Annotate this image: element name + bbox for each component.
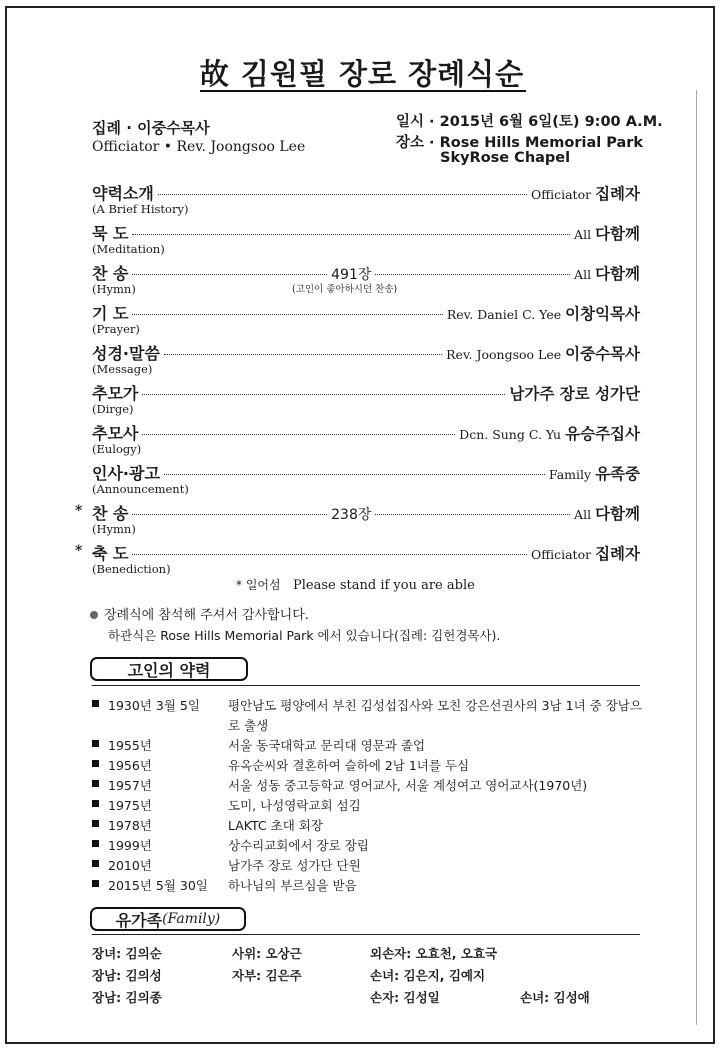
- performer-korean: 다함께: [595, 265, 640, 283]
- bio-date: 1955년: [108, 738, 152, 753]
- bio-date: 1999년: [108, 838, 152, 853]
- page-title: 故 김원필 장로 장례식순: [199, 57, 525, 91]
- program-item-benediction: [75, 541, 640, 581]
- program-item-eulogy: [92, 421, 640, 461]
- program-item-hymn-238: [75, 501, 640, 541]
- program-name: 찬 송: [92, 264, 129, 283]
- stand-asterisk: *: [75, 543, 83, 559]
- bullet-square-icon: [92, 700, 99, 707]
- bio-date: 2010년: [108, 858, 152, 873]
- bio-date: 1975년: [108, 798, 152, 813]
- program-item-prayer: [92, 301, 640, 341]
- burial-note: 하관식은 Rose Hills Memorial Park 에서 있습니다(집례: 김헌경목사).: [108, 628, 501, 643]
- program-item-dirge: [92, 381, 640, 421]
- performer-korean: 집례자: [595, 185, 640, 203]
- family-member: 손녀: 김성애: [520, 990, 590, 1005]
- program-item-history: [92, 181, 640, 221]
- program-name: 기 도: [92, 304, 129, 323]
- bio-event: LAKTC 초대 회장: [228, 818, 323, 833]
- leader-dots: [142, 394, 505, 395]
- bullet-square-icon: [92, 740, 99, 747]
- bio-heading: [90, 657, 248, 681]
- hymn-note: (고인이 좋아하시던 찬송): [292, 284, 398, 295]
- service-date: 일시 · 2015년 6월 6일(토) 9:00 A.M.: [396, 114, 663, 130]
- program-name-english: (Benediction): [92, 562, 171, 576]
- performer-korean: 유족중: [595, 465, 640, 483]
- performer-english: All: [574, 267, 592, 282]
- officiant-korean: 집례 · 이중수목사: [92, 119, 210, 137]
- thanks-line: [90, 604, 309, 623]
- program-name-english: (Message): [92, 362, 153, 376]
- program-name: 성경·말씀: [92, 344, 160, 363]
- bullet-square-icon: [92, 860, 99, 867]
- family-member: 장남: 김의종: [92, 990, 162, 1005]
- program-item-hymn-491: [92, 261, 640, 301]
- performer-english: Rev. Joongsoo Lee: [446, 347, 562, 362]
- leader-dots: [132, 314, 442, 315]
- bio-event: 서울 동국대학교 문리대 영문과 졸업: [228, 738, 426, 753]
- performer-korean: 이중수목사: [565, 345, 640, 363]
- bio-divider: [92, 685, 640, 686]
- program-item-announcement: [92, 461, 640, 501]
- program-name-english: (Eulogy): [92, 442, 142, 456]
- hymn-number: 491장: [331, 267, 372, 283]
- program-name: 약력소개: [92, 184, 154, 203]
- program-name-english: (Hymn): [92, 282, 136, 296]
- leader-dots: [132, 554, 526, 555]
- program-name-english: (Announcement): [92, 482, 189, 496]
- family-member: 자부: 김은주: [232, 968, 302, 983]
- program-name: 인사·광고: [92, 464, 160, 483]
- bio-heading-text: 고인의 약력: [127, 660, 211, 680]
- service-place: 장소 · Rose Hills Memorial Park: [396, 135, 644, 151]
- family-divider: [92, 934, 640, 935]
- family-member: 손녀: 김은지, 김예지: [370, 968, 486, 983]
- title-underline: [200, 90, 526, 92]
- service-chapel: SkyRose Chapel: [440, 150, 571, 166]
- performer-english: Officiator: [530, 187, 592, 202]
- program-name: 추모가: [92, 384, 139, 403]
- performer-korean: 이창익목사: [565, 305, 640, 323]
- leader-dots: [375, 514, 570, 515]
- bullet-square-icon: [92, 820, 99, 827]
- leader-dots: [132, 274, 327, 275]
- program-name-english: (Hymn): [92, 522, 136, 536]
- performer-korean: 다함께: [595, 505, 640, 523]
- leader-dots: [132, 234, 570, 235]
- performer-english: Dcn. Sung C. Yu: [459, 427, 562, 442]
- bio-event: 남가주 장로 성가단 단원: [228, 858, 361, 873]
- family-member: 사위: 오상근: [232, 946, 302, 961]
- bio-date: 1957년: [108, 778, 152, 793]
- performer-korean: 유승주집사: [565, 425, 640, 443]
- bio-date: 1978년: [108, 818, 152, 833]
- program-name-english: (Meditation): [92, 242, 165, 256]
- family-heading-text: 유가족: [115, 910, 163, 930]
- leader-dots: [158, 194, 527, 195]
- bio-event: 평안남도 평양에서 부친 김성섭집사와 모친 강은선권사의 3남 1녀 중 장남으로 출생: [228, 698, 642, 733]
- program-name-english: (A Brief History): [92, 202, 189, 216]
- family-heading-english: (Family): [162, 911, 221, 927]
- bullet-dot-icon: [90, 611, 98, 619]
- performer-korean: 집례자: [595, 545, 640, 563]
- leader-dots: [375, 274, 570, 275]
- stand-text: Please stand if you are able: [293, 578, 475, 593]
- bullet-square-icon: [92, 800, 99, 807]
- bio-date: 2015년 5월 30일: [108, 878, 208, 893]
- bio-date: 1930년 3월 5일: [108, 698, 200, 713]
- program-name-english: (Dirge): [92, 402, 134, 416]
- performer-english: All: [574, 227, 592, 242]
- performer-english: Rev. Daniel C. Yee: [446, 307, 562, 322]
- stand-note: [236, 576, 475, 593]
- thanks-text: 장례식에 참석해 주셔서 감사합니다.: [104, 608, 309, 623]
- bio-event: 상수리교회에서 장로 장립: [228, 838, 369, 853]
- program-name: 축 도: [92, 544, 129, 563]
- bullet-square-icon: [92, 780, 99, 787]
- bullet-square-icon: [92, 840, 99, 847]
- bio-date: 1956년: [108, 758, 152, 773]
- bullet-square-icon: [92, 880, 99, 887]
- program-item-message: [92, 341, 640, 381]
- bio-event: 유옥순씨와 결혼하여 슬하에 2남 1녀를 두심: [228, 758, 470, 773]
- bio-event: 하나님의 부르심을 받음: [228, 878, 357, 893]
- program-name-english: (Prayer): [92, 322, 140, 336]
- right-edge-line: [696, 90, 697, 1025]
- program-name: 추모사: [92, 424, 139, 443]
- performer-korean: 다함께: [595, 225, 640, 243]
- program-item-meditation: [92, 221, 640, 261]
- performer-english: All: [574, 507, 592, 522]
- program-name: 묵 도: [92, 224, 129, 243]
- family-member: 장녀: 김의순: [92, 946, 162, 961]
- hymn-number: 238장: [331, 507, 372, 523]
- stand-asterisk: *: [75, 503, 83, 519]
- family-member: 외손자: 오효천, 오효국: [370, 946, 498, 961]
- officiant-english: Officiator • Rev. Joongsoo Lee: [92, 139, 306, 155]
- leader-dots: [164, 474, 545, 475]
- leader-dots: [142, 434, 455, 435]
- stand-mark: * 일어섬: [236, 578, 281, 592]
- bio-event: 서울 성동 중고등학교 영어교사, 서울 계성여고 영어교사(1970년): [228, 778, 588, 793]
- bullet-square-icon: [92, 760, 99, 767]
- family-member: 손자: 김성일: [370, 990, 440, 1005]
- family-member: 장남: 김의성: [92, 968, 162, 983]
- leader-dots: [132, 514, 327, 515]
- family-heading: [90, 907, 246, 931]
- performer-korean: 남가주 장로 성가단: [509, 385, 640, 403]
- program-name: 찬 송: [92, 504, 129, 523]
- performer-english: Family: [548, 467, 592, 482]
- performer-english: Officiator: [530, 547, 592, 562]
- leader-dots: [164, 354, 442, 355]
- bio-event: 도미, 나성영락교회 섬김: [228, 798, 361, 813]
